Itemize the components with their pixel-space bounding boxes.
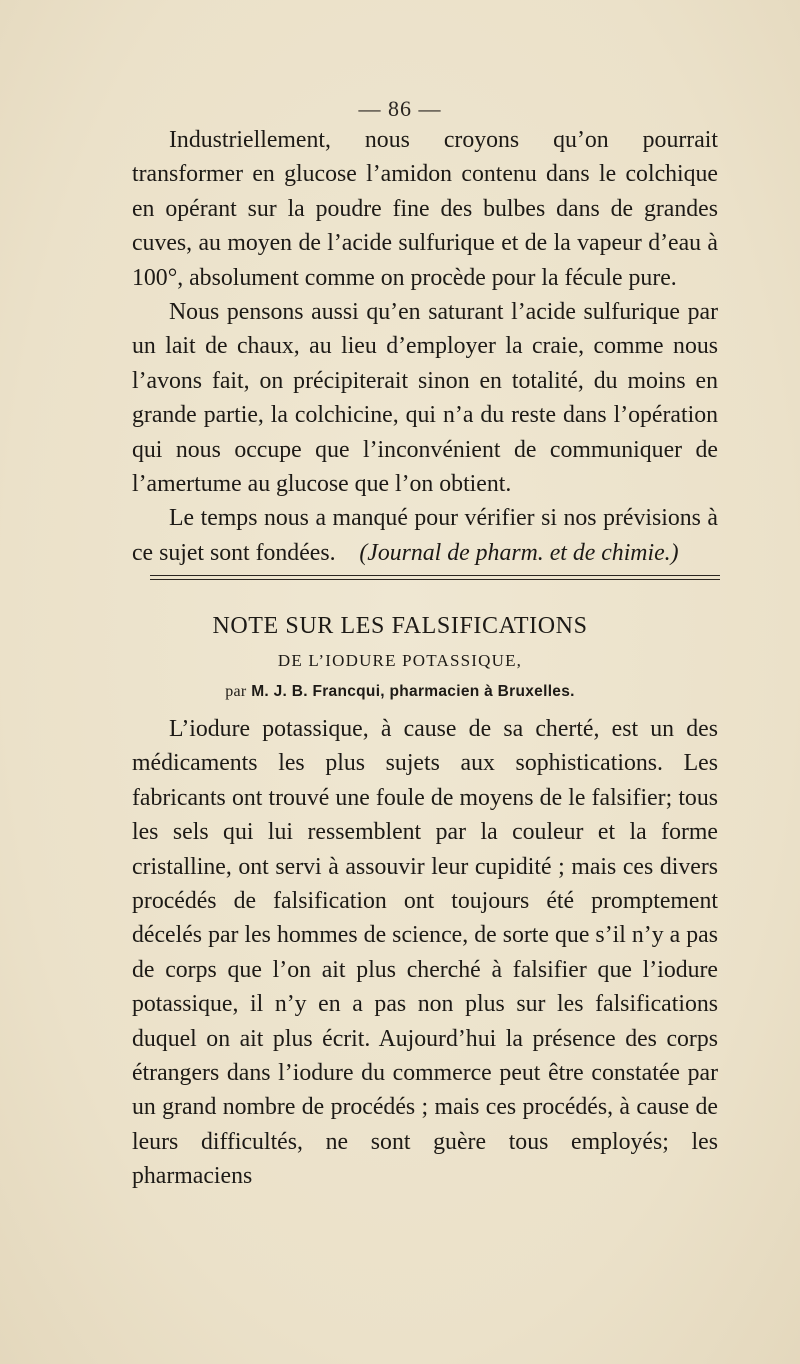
- source-citation: (Journal de pharm. et de chimie.): [359, 539, 679, 566]
- article-subtitle: DE L’IODURE POTASSIQUE,: [277, 651, 523, 670]
- author-prefix: par: [225, 683, 247, 700]
- article-body: [132, 712, 718, 1194]
- paragraph-iodure: L’iodure potassique, à cause de sa cherté, est un des médicaments les plus sujets aux sophistications. Les fabricants ont trouvé une foule de moyens de le falsifier; tous les sels qui lui ressemblent par la couleur et la forme cristalline, ont servi à assouvir leur cupidité ; mais ces divers procédés de falsification ont toujours été promptement décelés par les hommes de science, de sorte que s’il n’y a pas de corps que l’on ait plus cherché à falsifier que l’iodure potassique, il n’y en a pas non plus sur les falsifications duquel on ait plus écrit. Aujourd’hui la présence des corps étrangers dans l’iodure du commerce peut être constatée par un grand nombre de procédés ; mais ces procédés, à cause de leurs difficultés, ne sont guère tous employés; les pharmaciens: [132, 716, 718, 1190]
- author-name: M. J. B. Francqui, pharmacien à Bruxelles.: [251, 683, 575, 700]
- article-author: [0, 683, 800, 701]
- page-number: — 86 —: [358, 96, 442, 121]
- paragraph-conclusion: [132, 501, 718, 570]
- conclusion-text: Le temps nous a manqué pour vérifier si nos prévisions à ce sujet sont fondées.: [132, 505, 718, 566]
- section-continuation: [132, 123, 718, 570]
- divider-line-top: [150, 575, 720, 576]
- paragraph-industrial: Industriellement, nous croyons qu’on pourrait transformer en glucose l’amidon contenu dans le colchique en opérant sur la poudre fine des bulbes dans de grandes cuves, au moyen de l’acide sulfurique et de la vapeur d’eau à 100°, absolument comme on procède pour la fécule pure.: [132, 127, 718, 291]
- divider-line-bottom: [150, 579, 720, 580]
- article-title: NOTE SUR LES FALSIFICATIONS: [212, 613, 588, 639]
- section-divider: [150, 575, 720, 580]
- paragraph-saturation: Nous pensons aussi qu’en saturant l’acide sulfurique par un lait de chaux, au lieu d’employer la craie, comme nous l’avons fait, on précipiterait sinon en totalité, du moins en grande partie, la colchicine, qui n’a du reste dans l’opération qui nous occupe que l’inconvénient de communiquer de l’amertume au glucose que l’on obtient.: [132, 299, 718, 498]
